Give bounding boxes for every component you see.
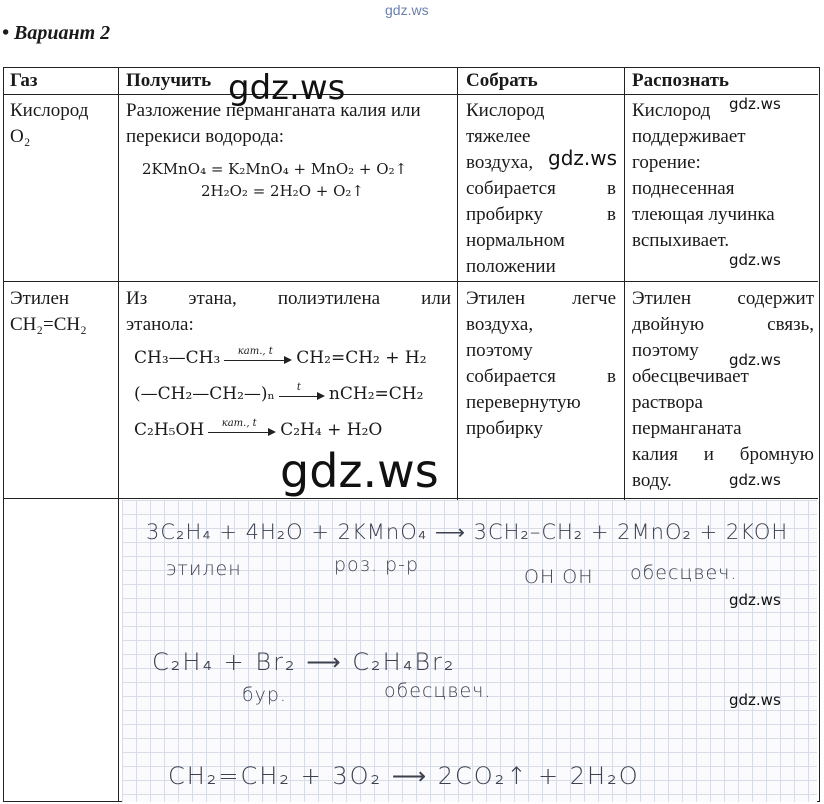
divider-col3 <box>624 68 625 501</box>
eq2-right: nCH₂=CH₂ <box>328 384 424 404</box>
oxygen-recognize-line: поднесенная <box>632 178 735 199</box>
handwritten-line-2: C₂H₄ + Br₂ ⟶ C₂H₄Br₂ <box>152 648 456 676</box>
ethylene-recognize-line: двойную связь, <box>632 314 814 335</box>
oxygen-recognize-line: вспыхивает. <box>632 230 730 251</box>
gas-table <box>3 67 820 802</box>
ethylene-recognize-line: калия и бромную <box>632 444 814 465</box>
eq1-condition: кат., t <box>237 345 273 357</box>
ethylene-obtain-line: Из этана, полиэтилена или <box>126 288 451 309</box>
handwritten-label-brown: бур. <box>242 684 287 706</box>
ethylene-collect-line: Этилен легче <box>466 288 616 309</box>
oxygen-collect <box>466 98 616 280</box>
header-collect: Собрать <box>466 70 538 91</box>
reaction-arrow-icon <box>208 417 276 438</box>
header-recognize: Распознать <box>632 70 729 91</box>
oxygen-formula: O₂ <box>10 126 31 147</box>
oxygen-equation-1: 2KMnO₄ = K₂MnO₄ + MnO₂ + O₂↑ <box>142 160 408 178</box>
ethylene-recognize-line: обесцвечивает <box>632 366 749 387</box>
oxygen-equation-2: 2H₂O₂ = 2H₂O + O₂↑ <box>201 182 364 200</box>
divider-col1 <box>118 68 119 501</box>
watermark-top: gdz.ws <box>385 2 429 18</box>
watermark: gdz.ws <box>280 444 439 498</box>
handwritten-label-decolor-2: обесцвеч. <box>384 680 492 702</box>
ethylene-equation-2 <box>134 381 424 404</box>
eq1-left: CH₃—CH₃ <box>134 348 221 368</box>
ethylene-recognize-line: раствора <box>632 392 703 413</box>
reaction-arrow-icon <box>224 345 292 366</box>
eq2-condition: t <box>296 381 301 393</box>
oxygen-collect-line: собирается в <box>466 178 616 199</box>
ethylene-recognize <box>632 286 814 494</box>
divider-row1 <box>4 281 818 282</box>
ethylene-recognize-line: перманганата <box>632 418 742 439</box>
oxygen-collect-line: Кислород <box>466 100 545 121</box>
oxygen-collect-line: воздуха, <box>466 152 534 173</box>
oxygen-name: Кислород <box>10 100 89 121</box>
handwritten-label-solution: роз. р-р <box>334 554 420 576</box>
oxygen-recognize-line: Кислород <box>632 100 711 121</box>
ethylene-equation-1 <box>134 345 427 368</box>
divider-col1-lower <box>118 501 119 801</box>
eq3-right: C₂H₄ + H₂O <box>280 420 383 440</box>
watermark: gdz.ws <box>729 691 781 709</box>
divider-col2 <box>457 68 458 501</box>
handwritten-label-ethylene: этилен <box>166 558 242 580</box>
eq2-left: (—CH₂—CH₂—)ₙ <box>134 384 275 404</box>
handwritten-line-1: 3C₂H₄ + 4H₂O + 2KMnO₄ ⟶ 3CH₂–CH₂ + 2MnO₂ + 2KOH <box>146 520 789 544</box>
oxygen-collect-line: положении <box>466 256 556 277</box>
oxygen-collect-line: тяжелее <box>466 126 531 147</box>
reaction-arrow-icon <box>279 381 325 402</box>
watermark: gdz.ws <box>729 471 781 489</box>
oxygen-recognize-line: горение: <box>632 152 701 173</box>
ethylene-collect-line: перевернутую <box>466 392 581 413</box>
ethylene-formula: CH₂=CH₂ <box>10 314 87 335</box>
watermark: gdz.ws <box>729 251 781 269</box>
eq1-right: CH₂=CH₂ + H₂ <box>296 348 427 368</box>
handwritten-notes <box>122 500 817 802</box>
divider-header <box>4 94 818 95</box>
ethylene-recognize-line: поэтому <box>632 340 699 361</box>
oxygen-collect-line: нормальном <box>466 230 565 251</box>
handwritten-label-decolor-1: обесцвеч. <box>630 562 738 584</box>
ethylene-collect-line: пробирку <box>466 418 543 439</box>
watermark: gdz.ws <box>729 95 781 113</box>
ethylene-recognize-line: Этилен содержит <box>632 288 814 309</box>
oxygen-obtain: Разложение перманганата калия или перекиси водорода: <box>126 100 421 147</box>
oxygen-recognize-line: тлеющая лучинка <box>632 204 775 225</box>
oxygen-collect-line: пробирку в <box>466 204 616 225</box>
ethylene-collect-line: собирается в <box>466 366 616 387</box>
watermark: gdz.ws <box>228 68 346 108</box>
eq3-left: C₂H₅OH <box>134 420 205 440</box>
ethylene-collect-line: поэтому <box>466 340 533 361</box>
oxygen-recognize-line: поддерживает <box>632 126 746 147</box>
ethylene-collect <box>466 286 616 442</box>
ethylene-obtain <box>126 286 451 338</box>
watermark: gdz.ws <box>548 146 618 170</box>
oxygen-recognize <box>632 98 814 254</box>
ethylene-collect-line: воздуха, <box>466 314 534 335</box>
watermark: gdz.ws <box>729 351 781 369</box>
handwritten-line-3: CH₂=CH₂ + 3O₂ ⟶ 2CO₂↑ + 2H₂O <box>168 762 640 790</box>
handwritten-label-oh: OH OH <box>524 566 594 588</box>
divider-row2 <box>4 498 818 499</box>
watermark: gdz.ws <box>729 591 781 609</box>
ethylene-equation-3 <box>134 417 383 440</box>
eq3-condition: кат., t <box>221 417 257 429</box>
variant-title: • Вариант 2 <box>2 22 111 44</box>
ethylene-obtain-line: этанола: <box>126 314 194 335</box>
ethylene-recognize-line: воду. <box>632 470 672 491</box>
ethylene-name: Этилен <box>10 288 70 309</box>
header-obtain: Получить <box>126 70 212 91</box>
header-gas: Газ <box>10 70 38 91</box>
